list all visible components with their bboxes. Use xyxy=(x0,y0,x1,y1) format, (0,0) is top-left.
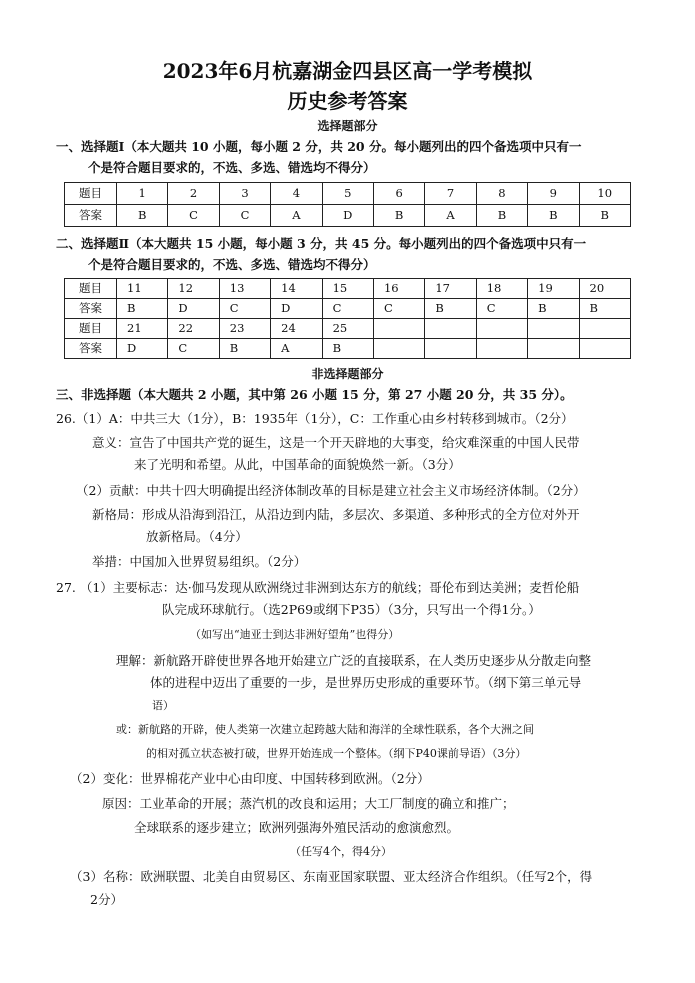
question-number: 22 xyxy=(168,319,219,339)
row-label: 题目 xyxy=(65,183,117,205)
question-number: 23 xyxy=(219,319,270,339)
empty-cell xyxy=(425,319,476,339)
answer-letter: C xyxy=(322,299,373,319)
answer-letter: C xyxy=(168,339,219,359)
question-number: 2 xyxy=(168,183,219,205)
empty-cell xyxy=(373,339,424,359)
answer-letter: B xyxy=(528,299,579,319)
answer-27-line: 队完成环球航行。（选2P69或纲下P35）（3分，只写出一个得1分。） xyxy=(162,602,541,617)
answer-27-line: （2）变化：世界棉花产业中心由印度、中国转移到欧洲。（2分） xyxy=(70,771,430,786)
question-number: 12 xyxy=(168,279,219,299)
answer-letter: C xyxy=(373,299,424,319)
answer-table-1-answer-row xyxy=(65,205,631,227)
answer-letter: A xyxy=(271,339,322,359)
page-subtitle: 历史参考答案 xyxy=(287,89,408,113)
answer-27-line: 理解：新航路开辟使世界各地开始建立广泛的直接联系，在人类历史逐步从分散走向整 xyxy=(116,653,592,668)
empty-cell xyxy=(579,319,630,339)
answer-27-line: 全球联系的逐步建立；欧洲列强海外殖民活动的愈演愈烈。 xyxy=(134,820,460,835)
question-number: 13 xyxy=(219,279,270,299)
answer-27-note: （任写4个，得4分） xyxy=(290,845,392,858)
answer-26-line: 新格局：形成从沿海到沿江，从沿边到内陆，多层次、多渠道、多种形式的全方位对外开 xyxy=(92,507,580,522)
empty-cell xyxy=(528,319,579,339)
answer-table-1 xyxy=(64,182,631,227)
row-label: 答案 xyxy=(65,339,117,359)
answer-27-note: 的相对孤立状态被打破，世界开始连成一个整体。（纲下P40课前导语）（3分） xyxy=(146,747,527,760)
answer-letter: B xyxy=(425,299,476,319)
answer-26-line: 意义：宣告了中国共产党的诞生，这是一个开天辟地的大事变，给灾难深重的中国人民带 xyxy=(92,435,580,450)
question-number: 10 xyxy=(579,183,630,205)
question-number: 20 xyxy=(579,279,630,299)
answer-letter: B xyxy=(579,205,630,227)
answer-letter: C xyxy=(219,205,270,227)
question-group-1-note: 个是符合题目要求的，不选、多选、错选均不得分） xyxy=(88,160,376,175)
answer-letter: B xyxy=(373,205,424,227)
answer-27-note: 或：新航路的开辟，使人类第一次建立起跨越大陆和海洋的全球性联系，各个大洲之间 xyxy=(116,723,534,736)
answer-27-line: （3）名称：欧洲联盟、北美自由贸易区、东南亚国家联盟、亚太经济合作组织。（任写2个，得 xyxy=(70,869,593,884)
section-choice-heading: 选择题部分 xyxy=(317,119,378,133)
answer-letter: D xyxy=(271,299,322,319)
question-number: 8 xyxy=(476,183,527,205)
empty-cell xyxy=(476,339,527,359)
question-number: 17 xyxy=(425,279,476,299)
answer-table-1-question-row xyxy=(65,183,631,205)
question-number: 5 xyxy=(322,183,373,205)
question-number: 21 xyxy=(117,319,168,339)
question-number: 11 xyxy=(117,279,168,299)
answer-table-2-question-row xyxy=(65,319,631,339)
empty-cell xyxy=(476,319,527,339)
answer-27-note: 语） xyxy=(152,699,174,712)
answer-26-line: 举措：中国加入世界贸易组织。（2分） xyxy=(92,554,307,569)
answer-letter: D xyxy=(168,299,219,319)
answer-table-2-question-row xyxy=(65,279,631,299)
question-number: 6 xyxy=(373,183,424,205)
question-number: 15 xyxy=(322,279,373,299)
answer-letter: B xyxy=(579,299,630,319)
section-nonchoice-heading: 非选择题部分 xyxy=(311,367,384,381)
question-group-2-note: 个是符合题目要求的，不选、多选、错选均不得分） xyxy=(88,257,376,272)
answer-26-line: （2）贡献：中共十四大明确提出经济体制改革的目标是建立社会主义市场经济体制。（2分） xyxy=(76,483,586,498)
question-number: 16 xyxy=(373,279,424,299)
empty-cell xyxy=(579,339,630,359)
answer-letter: B xyxy=(219,339,270,359)
answer-table-2-answer-row xyxy=(65,339,631,359)
answer-27-line: 2分） xyxy=(90,892,123,907)
question-number: 1 xyxy=(117,183,168,205)
empty-cell xyxy=(373,319,424,339)
question-group-3-header: 三、非选择题（本大题共 2 小题，其中第 26 小题 15 分，第 27 小题 20 分，共 35 分）。 xyxy=(56,387,573,402)
question-number: 7 xyxy=(425,183,476,205)
question-number: 9 xyxy=(528,183,579,205)
answer-27-line: 原因：工业革命的开展；蒸汽机的改良和运用；大工厂制度的确立和推广； xyxy=(102,796,515,811)
answer-table-2 xyxy=(64,278,631,359)
question-number: 4 xyxy=(271,183,322,205)
answer-letter: B xyxy=(476,205,527,227)
question-number: 19 xyxy=(528,279,579,299)
answer-letter: B xyxy=(528,205,579,227)
answer-letter: C xyxy=(219,299,270,319)
question-number: 25 xyxy=(322,319,373,339)
answer-letter: C xyxy=(168,205,219,227)
answer-26-line: 来了光明和希望。从此，中国革命的面貌焕然一新。（3分） xyxy=(134,457,461,472)
answer-table-2-answer-row xyxy=(65,299,631,319)
answer-letter: B xyxy=(117,299,168,319)
answer-26-line: 放新格局。（4分） xyxy=(146,529,248,544)
answer-letter: A xyxy=(271,205,322,227)
answer-letter: C xyxy=(476,299,527,319)
row-label: 答案 xyxy=(65,299,117,319)
empty-cell xyxy=(528,339,579,359)
answer-27-line: 体的进程中迈出了重要的一步，是世界历史形成的重要环节。（纲下第三单元导 xyxy=(150,675,582,690)
answer-27-note: （如写出“迪亚士到达非洲好望角”也得分） xyxy=(190,628,400,641)
question-number: 24 xyxy=(271,319,322,339)
answer-27-line: 27. （1）主要标志：达·伽马发现从欧洲绕过非洲到达东方的航线；哥伦布到达美洲；麦哲伦船 xyxy=(56,580,580,595)
question-group-1-header: 一、选择题Ⅰ（本大题共 10 小题，每小题 2 分，共 20 分。每小题列出的四个备选项中只有一 xyxy=(56,139,582,154)
question-number: 3 xyxy=(219,183,270,205)
row-label: 题目 xyxy=(65,319,117,339)
row-label: 答案 xyxy=(65,205,117,227)
question-number: 14 xyxy=(271,279,322,299)
answer-26-line: 26.（1）A：中共三大（1分），B：1935年（1分），C：工作重心由乡村转移到城市。（2分） xyxy=(56,411,574,426)
answer-letter: A xyxy=(425,205,476,227)
page-title: 2023年6月杭嘉湖金四县区高一学考模拟 xyxy=(162,59,533,83)
answer-letter: B xyxy=(322,339,373,359)
row-label: 题目 xyxy=(65,279,117,299)
answer-letter: D xyxy=(117,339,168,359)
answer-letter: B xyxy=(117,205,168,227)
empty-cell xyxy=(425,339,476,359)
question-group-2-header: 二、选择题Ⅱ（本大题共 15 小题，每小题 3 分，共 45 分。每小题列出的四个备选项中只有一 xyxy=(56,236,587,251)
question-number: 18 xyxy=(476,279,527,299)
answer-letter: D xyxy=(322,205,373,227)
